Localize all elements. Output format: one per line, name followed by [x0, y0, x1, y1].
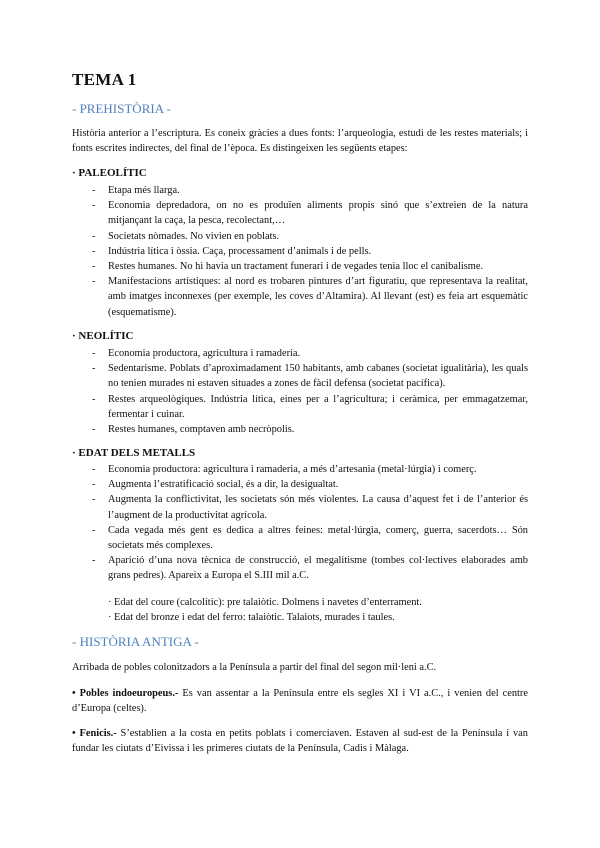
paleolitic-list [72, 183, 528, 320]
term-pobles-indoeuropeus: • Pobles indoeuropeus.- [72, 688, 179, 699]
list-item: - Augmenta la conflictivitat, les societats són més violentes. La causa d’aquest fet i de l’anterior és l’augment de la productivitat agrícola. [72, 492, 528, 522]
page-title: TEMA 1 [72, 70, 137, 89]
list-item: - Societats nòmades. No vivien en poblats. [72, 229, 528, 244]
note-calcolitic: · Edat del coure (calcolític): pre talaiòtic. Dolmens i navetes d’enterrament. [108, 597, 422, 608]
subheading-paleolitic: · PALEOLÍTIC [72, 167, 147, 179]
list-item: - Restes humanes. No hi havia un tractament funerari i de vegades tenia lloc el canibalisme. [72, 259, 528, 274]
list-item: - Sedentarisme. Poblats d’aproximadament 150 habitants, amb cabanes (societat igualitària), les quals no tenien murades ni estaven situades a zones de fàcil defensa (societat pacífica). [72, 361, 528, 391]
neolitic-list [72, 346, 528, 437]
paragraph-fenicis [72, 726, 528, 756]
list-item: - Restes arqueològiques. Indústria lítica, eines per a l’agricultura; i ceràmica, per emmagatzemar, fermentar i cuinar. [72, 392, 528, 422]
list-item: - Manifestacions artístiques: al nord es trobaren pintures d’art figuratiu, que representava la realitat, amb imatges inconnexes (per exemple, les coves d’Altamira). Al llevant (est) es feia art esquemàtic (esquematisme). [72, 274, 528, 320]
prehistoria-intro: Història anterior a l’escriptura. Es coneix gràcies a dues fonts: l’arqueologia, estudi de les restes materials; i fonts escrites indirectes, del final de l’època. Es distingeixen les següents etapes: [72, 128, 528, 155]
term-fenicis: • Fenicis.- [72, 728, 117, 739]
section-heading-prehistoria: - PREHISTÒRIA - [72, 101, 171, 116]
list-item: - Economia depredadora, on no es produïen aliments propis sinó que s’extreien de la natura mitjançant la caça, la pesca, recolectant,… [72, 198, 528, 228]
paragraph-pobles-indoeuropeus [72, 686, 528, 716]
list-item: - Economia productora: agricultura i ramaderia, a més d’artesania (metal·lúrgia) i comerç. [72, 462, 528, 477]
text-pobles-indoeuropeus: Es van assentar a la Península entre els segles XI i VI a.C., i venien del centre d’Europa (celtes). [72, 688, 529, 715]
list-item: - Restes humanes, comptaven amb necròpolis. [72, 422, 528, 437]
text-fenicis: S’establien a la costa en petits poblats i comerciaven. Estaven al sud-est de la Península i van fundar les ciutats d’Eivissa i les primeres ciutats de la Península, Cadis i Màlaga. [72, 728, 528, 755]
list-item: - Economia productora, agricultura i ramaderia. [72, 346, 528, 361]
list-item: - Augmenta l’estratificació social, és a dir, la desigualtat. [72, 477, 528, 492]
subheading-neolitic: · NEOLÍTIC [72, 330, 134, 342]
section-heading-historia-antiga: - HISTÒRIA ANTIGA - [72, 634, 199, 649]
list-item: - Aparició d’una nova tècnica de construcció, el megalitisme (tombes col·lectives elaborades amb grans pedres). Apareix a Europa el S.III mil a.C. [72, 553, 528, 583]
metalls-list [72, 462, 528, 584]
list-item: - Etapa més llarga. [72, 183, 528, 198]
note-bronze-ferro: · Edat del bronze i edat del ferro: talaiòtic. Talaiots, murades i taules. [108, 612, 395, 623]
subheading-edat-metalls: · EDAT DELS METALLS [72, 447, 196, 459]
list-item: - Indústria lítica i òssia. Caça, processament d’animals i de pells. [72, 244, 528, 259]
historia-antiga-intro: Arribada de pobles colonitzadors a la Península a partir del final del segon mil·leni a.C. [72, 662, 437, 673]
list-item: - Cada vegada més gent es dedica a altres feines: metal·lúrgia, comerç, guerra, sacerdots… Són societats més complexes. [72, 523, 528, 553]
